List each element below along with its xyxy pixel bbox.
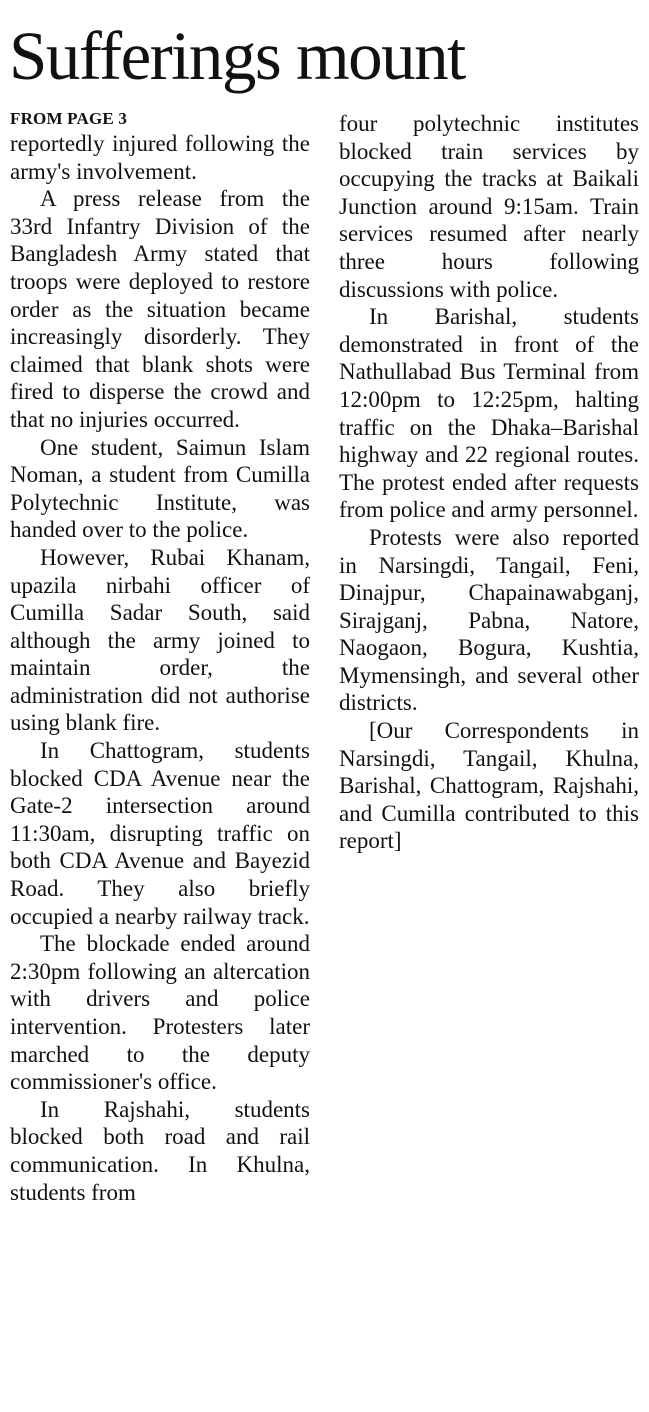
paragraph: In Barishal, students demonstrated in front of the Nathullabad Bus Terminal from 12:00pm to 12:25pm, halting traffic on the Dhaka–Barishal highway and 22 regional routes. The protest ended after requests from police and army personnel. [339,304,639,523]
paragraph: reportedly injured following the army's involvement. [10,131,310,184]
article-column-left [10,108,310,1206]
paragraph: The blockade ended around 2:30pm following an altercation with drivers and police intervention. Protesters later marched to the deputy commissioner's office. [10,931,310,1095]
paragraph: four polytechnic institutes blocked train services by occupying the tracks at Baikali Junction around 9:15am. Train services resumed after nearly three hours following discussions with police. [339,111,639,302]
paragraph: A press release from the 33rd Infantry Division of the Bangladesh Army stated that troops were deployed to restore order as the situation became increasingly disorderly. They claimed that blank shots were fired to disperse the crowd and that no injuries occurred. [10,186,310,432]
paragraph: Protests were also reported in Narsingdi, Tangail, Feni, Dinajpur, Chapainawabganj, Sirajganj, Pabna, Natore, Naogaon, Bogura, Kushtia, Mymensingh, and several other districts. [339,524,639,716]
article-column-right [339,110,639,855]
paragraph: [Our Correspondents in Narsingdi, Tangail, Khulna, Barishal, Chattogram, Rajshahi, and Cumilla contributed to this report] [339,718,639,854]
headline: Sufferings mount [9,18,465,94]
continuation-kicker: FROM PAGE 3 [10,109,128,128]
paragraph: In Chattogram, students blocked CDA Avenue near the Gate-2 intersection around 11:30am, disrupting traffic on both CDA Avenue and Bayezid Road. They also briefly occupied a nearby railway track. [10,738,310,929]
paragraph: However, Rubai Khanam, upazila nirbahi officer of Cumilla Sadar South, said although the army joined to maintain order, the administration did not authorise using blank fire. [10,544,310,736]
paragraph: In Rajshahi, students blocked both road and rail communication. In Khulna, students from [10,1096,310,1205]
paragraph: One student, Saimun Islam Noman, a student from Cumilla Polytechnic Institute, was handed over to the police. [10,434,310,543]
